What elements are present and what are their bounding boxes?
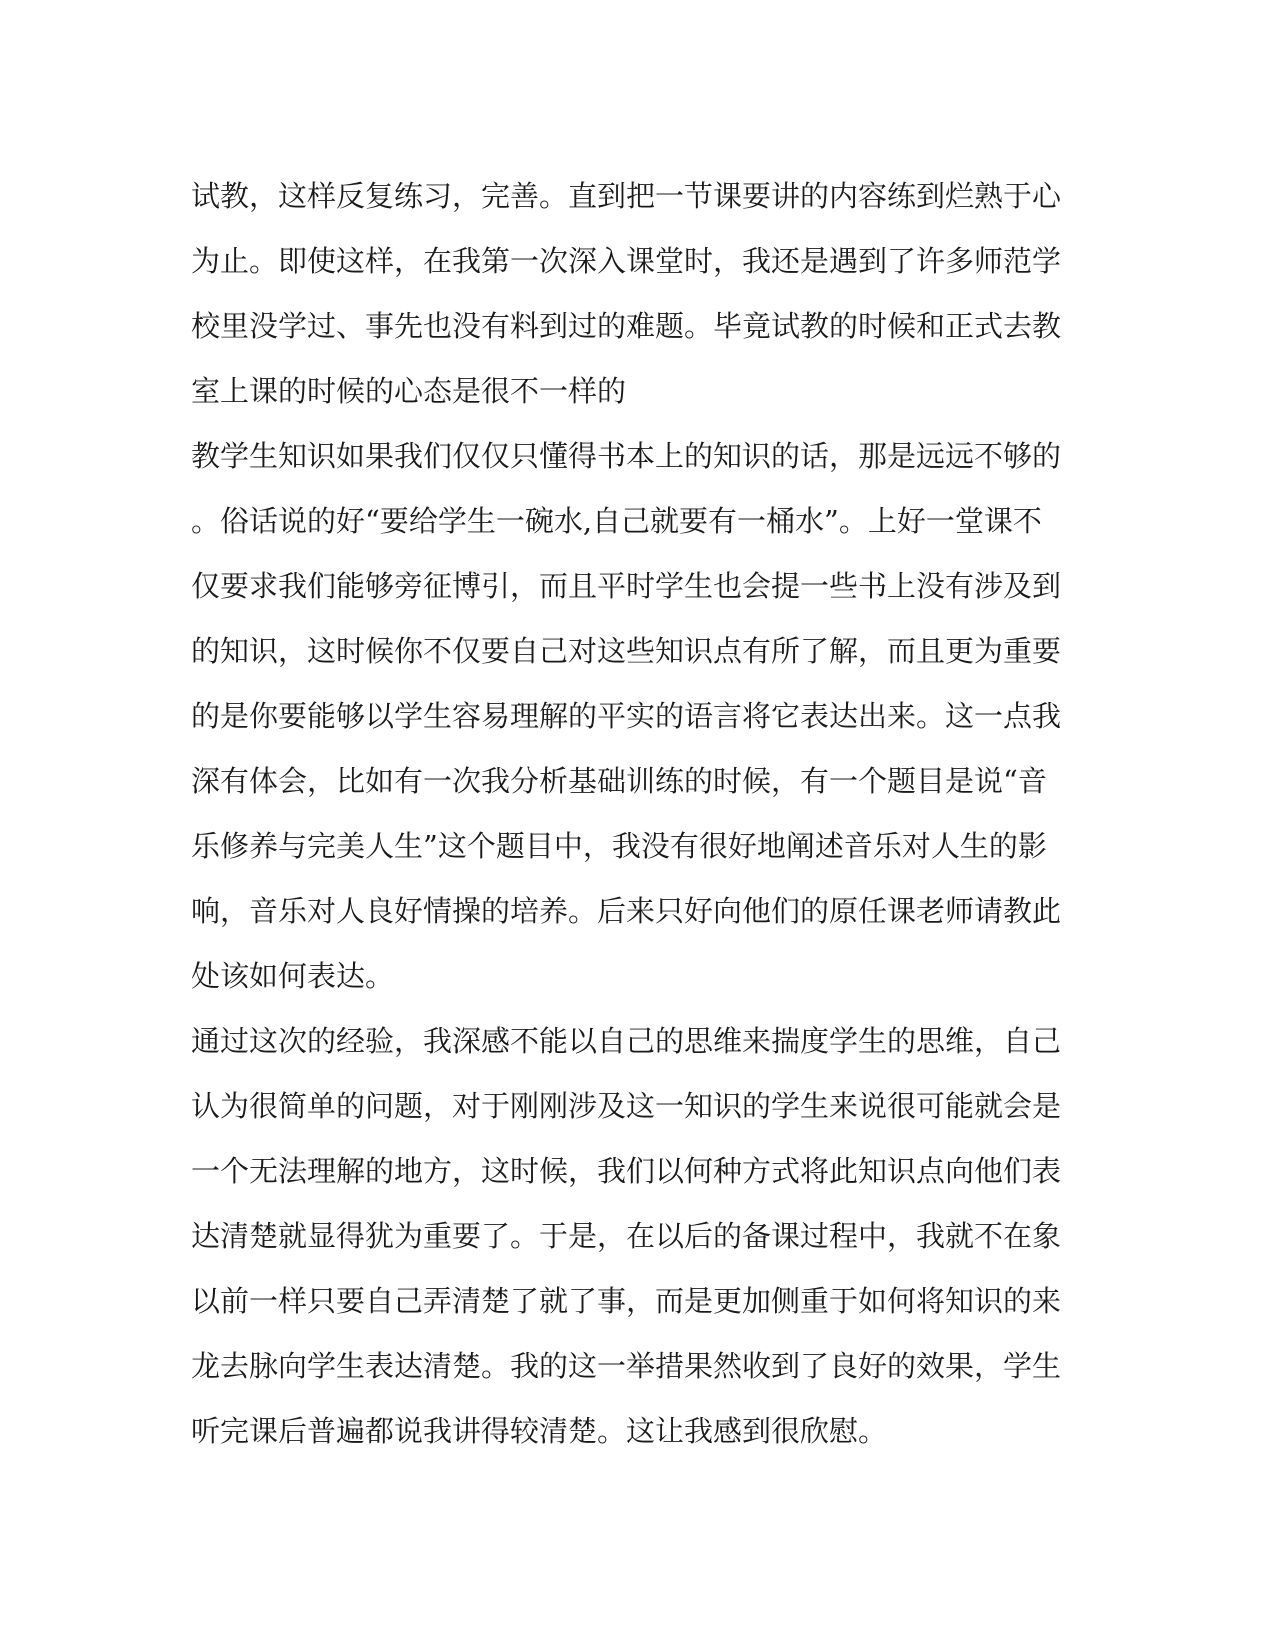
text-line: 认为很简单的问题，对于刚刚涉及这一知识的学生来说很可能就会是 — [191, 1089, 1062, 1123]
text-line: 响，音乐对人良好情操的培养。后来只好向他们的原任课老师请教此 — [191, 894, 1062, 928]
text-line: 深有体会，比如有一次我分析基础训练的时候，有一个题目是说“音 — [191, 764, 1047, 798]
text-line: 一个无法理解的地方，这时候，我们以何种方式将此知识点向他们表 — [191, 1154, 1062, 1188]
text-line: 校里没学过、事先也没有料到过的难题。毕竟试教的时候和正式去教 — [191, 309, 1062, 343]
text-line: 室上课的时候的心态是很不一样的 — [191, 374, 627, 408]
text-line: 的是你要能够以学生容易理解的平实的语言将它表达出来。这一点我 — [191, 699, 1062, 733]
text-line: 教学生知识如果我们仅仅只懂得书本上的知识的话，那是远远不够的 — [191, 439, 1062, 473]
text-line: 仅要求我们能够旁征博引，而且平时学生也会提一些书上没有涉及到 — [191, 569, 1062, 603]
text-line: 龙去脉向学生表达清楚。我的这一举措果然收到了良好的效果，学生 — [191, 1349, 1062, 1383]
text-line: 以前一样只要自己弄清楚了就了事，而是更加侧重于如何将知识的来 — [191, 1284, 1062, 1318]
text-line: 乐修养与完美人生”这个题目中，我没有很好地阐述音乐对人生的影 — [191, 829, 1047, 863]
text-line: 的知识，这时候你不仅要自己对这些知识点有所了解，而且更为重要 — [191, 634, 1062, 668]
text-line: 试教，这样反复练习，完善。直到把一节课要讲的内容练到烂熟于心 — [191, 179, 1062, 213]
body-text — [191, 164, 1091, 1464]
text-line: 听完课后普遍都说我讲得较清楚。这让我感到很欣慰。 — [191, 1414, 888, 1448]
text-line: 达清楚就显得犹为重要了。于是，在以后的备课过程中，我就不在象 — [191, 1219, 1062, 1253]
text-line: 为止。即使这样，在我第一次深入课堂时，我还是遇到了许多师范学 — [191, 244, 1062, 278]
text-line: 处该如何表达。 — [191, 959, 395, 993]
text-line: 。俗话说的好“要给学生一碗水,自己就要有一桶水”。上好一堂课不 — [191, 504, 1042, 538]
text-line: 通过这次的经验，我深感不能以自己的思维来揣度学生的思维，自己 — [191, 1024, 1062, 1058]
